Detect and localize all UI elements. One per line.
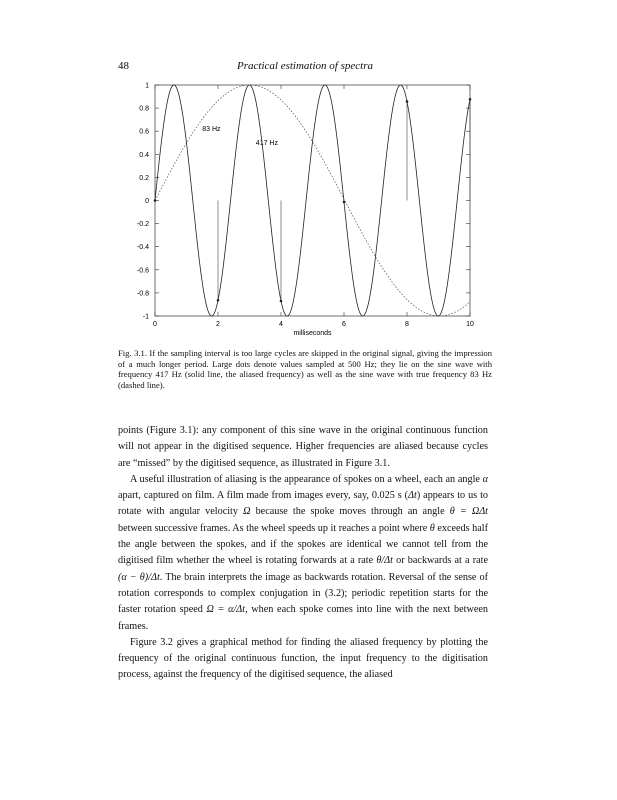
paragraph-2: A useful illustration of aliasing is the appearance of spokes on a wheel, each an angle α apart, captured on film. A film made from images every, say, 0.025 s (Δt) appears to us to rotate with angular velocity Ω because the spoke moves through an angle θ = ΩΔt between successive frames. As the wheel speeds up it reaches a point where θ exceeds half the angle between the spokes, and if the spokes are identical we cannot tell from the digitised film whether the wheel is rotating forwards at a rate θ/Δt or backwards at a rate (α − θ)/Δt. The brain interprets the image as backwards rotation. Reversal of the sense of rotation corresponds to complex conjugation in (3.2); periodic repetition starts for the faster rotation speed Ω = α/Δt, when each spoke comes into line with the next between frames.: [118, 473, 489, 632]
annotation-83hz: 83 Hz: [202, 126, 221, 134]
paragraph-3: Figure 3.2 gives a graphical method for finding the aliased frequency by plotting the frequency of the original continuous function, the input frequency to the digitisation process, against the frequency of the digitised sequence, the aliased: [118, 636, 488, 681]
x-tick-label: 6: [342, 321, 346, 328]
sample-dot: [217, 299, 220, 302]
aliasing-chart: [118, 74, 498, 344]
y-tick-label: 0.2: [139, 174, 149, 182]
paragraph-1: points (Figure 3.1): any component of this sine wave in the original continuous function will not appear in the digitised sequence. Higher frequencies are aliased because cycles are “missed” by the digitised sequence, as illustrated in Figure 3.1.: [118, 425, 488, 469]
x-tick-label: 2: [216, 321, 220, 328]
y-tick-label: 1: [145, 82, 149, 90]
x-tick-label: 10: [466, 321, 474, 328]
y-tick-label: -0.4: [136, 244, 149, 252]
x-tick-label: 0: [153, 321, 157, 328]
page-number: 48: [118, 60, 129, 72]
x-axis-label: milliseconds: [293, 330, 332, 337]
figure-caption: Fig. 3.1. If the sampling interval is too large cycles are skipped in the original signal, giving the impression of a much longer period. Large dots denote values sampled at 500 Hz; they lie on the sine wave with frequency 417 Hz (solid line, the aliased frequency) as well as the sine wave with true frequency 83 Hz (dashed line).: [118, 348, 492, 390]
x-tick-label: 4: [279, 321, 283, 328]
y-axis: [137, 83, 470, 321]
sample-dot: [343, 201, 346, 204]
y-tick-label: 0.4: [139, 151, 149, 159]
y-tick-label: -0.2: [136, 221, 149, 229]
y-tick-label: -0.8: [136, 290, 149, 298]
annotation-417hz: 417 Hz: [255, 140, 278, 148]
body-text: [118, 423, 488, 684]
sample-dot: [154, 199, 157, 202]
y-tick-label: 0.6: [139, 128, 149, 136]
sample-dot: [469, 98, 472, 101]
sample-dot: [406, 100, 409, 103]
x-tick-label: 8: [405, 321, 409, 328]
sample-dot: [280, 300, 283, 303]
running-title: Practical estimation of spectra: [237, 60, 373, 72]
y-tick-label: -0.6: [136, 267, 149, 275]
x-axis: [153, 85, 474, 328]
y-tick-label: 0: [145, 198, 149, 205]
y-tick-label: -1: [142, 313, 149, 321]
y-tick-label: 0.8: [139, 105, 149, 113]
